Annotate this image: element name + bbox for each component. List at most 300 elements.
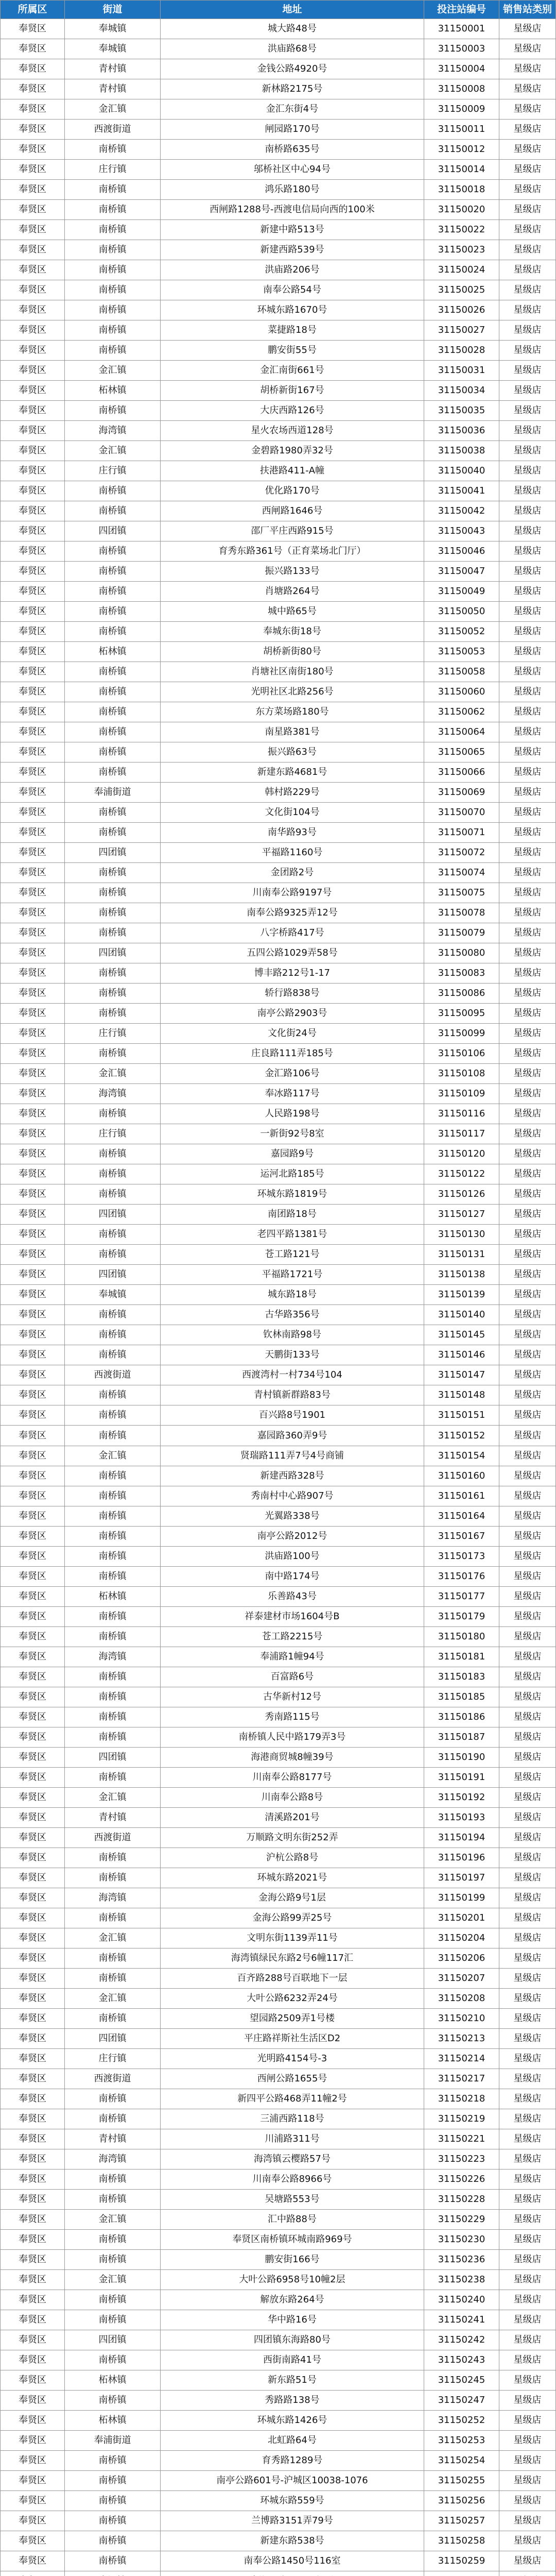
cell-station-type: 星级店 <box>499 2210 556 2230</box>
cell-station-type: 星级店 <box>499 381 556 401</box>
cell-street: 南桥镇 <box>65 2230 161 2250</box>
cell-district: 奉贤区 <box>0 1928 65 1948</box>
cell-station-type: 星级店 <box>499 521 556 541</box>
cell-station-id: 31150259 <box>424 2551 499 2571</box>
cell-station-type: 星级店 <box>499 662 556 682</box>
cell-district: 奉贤区 <box>0 341 65 361</box>
cell-district: 奉贤区 <box>0 2089 65 2109</box>
table-row <box>0 1848 556 1868</box>
cell-station-type: 星级店 <box>499 1748 556 1768</box>
cell-street: 南桥镇 <box>65 1727 161 1748</box>
cell-address: 胡桥新街167号 <box>161 381 424 401</box>
cell-station-type: 星级店 <box>499 602 556 622</box>
cell-address: 西闸公路1655号 <box>161 2069 424 2089</box>
cell-station-type: 星级店 <box>499 883 556 903</box>
cell-station-id: 31150242 <box>424 2330 499 2350</box>
cell-district: 奉贤区 <box>0 1969 65 1989</box>
cell-address: 环城东路1819号 <box>161 1184 424 1205</box>
cell-district: 奉贤区 <box>0 160 65 180</box>
table-row <box>0 341 556 361</box>
table-row <box>0 2310 556 2330</box>
cell-station-type: 星级店 <box>499 1989 556 2009</box>
table-row <box>0 2109 556 2129</box>
cell-address: 苍工路2215号 <box>161 1627 424 1647</box>
cell-street: 西渡街道 <box>65 1828 161 1848</box>
cell-station-id: 31150219 <box>424 2109 499 2129</box>
cell-district: 奉贤区 <box>0 59 65 79</box>
cell-station-id: 31150106 <box>424 1044 499 1064</box>
cell-station-id: 31150066 <box>424 762 499 783</box>
cell-station-id: 31150018 <box>424 180 499 200</box>
cell-street: 青村镇 <box>65 1808 161 1828</box>
table-row <box>0 1144 556 1164</box>
cell-station-id: 31150079 <box>424 923 499 943</box>
table-row <box>0 481 556 501</box>
cell-station-type: 星级店 <box>499 120 556 140</box>
cell-street: 南桥镇 <box>65 562 161 582</box>
cell-address: 西闸路1646号 <box>161 501 424 521</box>
cell-address: 苍工路121号 <box>161 1245 424 1265</box>
cell-station-id: 31150186 <box>424 1707 499 1727</box>
cell-district <box>0 2571 65 2576</box>
cell-station-type: 星级店 <box>499 79 556 99</box>
cell-district: 奉贤区 <box>0 1426 65 1446</box>
table-row <box>0 1788 556 1808</box>
cell-street: 南桥镇 <box>65 2009 161 2029</box>
cell-address: 城东路18号 <box>161 1285 424 1305</box>
cell-district: 奉贤区 <box>0 1547 65 1567</box>
cell-station-id: 31150072 <box>424 843 499 863</box>
cell-district: 奉贤区 <box>0 300 65 320</box>
cell-district: 奉贤区 <box>0 783 65 803</box>
cell-station-id: 31150139 <box>424 1285 499 1305</box>
table-row <box>0 823 556 843</box>
cell-street: 南桥镇 <box>65 2551 161 2571</box>
cell-district: 奉贤区 <box>0 180 65 200</box>
cell-district: 奉贤区 <box>0 1506 65 1527</box>
cell-street: 庄行镇 <box>65 461 161 481</box>
cell-address: 光明社区北路256号 <box>161 682 424 702</box>
cell-station-id: 31150164 <box>424 1506 499 1527</box>
cell-station-type: 星级店 <box>499 2190 556 2210</box>
cell-station-id: 31150046 <box>424 541 499 562</box>
cell-district: 奉贤区 <box>0 1627 65 1647</box>
cell-street: 南桥镇 <box>65 180 161 200</box>
cell-station-id: 31150214 <box>424 2049 499 2069</box>
cell-station-id: 31150183 <box>424 1667 499 1687</box>
cell-station-type: 星级店 <box>499 803 556 823</box>
cell-street: 四团镇 <box>65 1205 161 1225</box>
cell-station-id <box>424 2571 499 2576</box>
cell-station-type: 星级店 <box>499 461 556 481</box>
cell-station-id: 31150069 <box>424 783 499 803</box>
cell-street: 金汇镇 <box>65 441 161 461</box>
cell-street: 南桥镇 <box>65 300 161 320</box>
cell-street: 金汇镇 <box>65 1446 161 1466</box>
cell-street: 南桥镇 <box>65 1868 161 1888</box>
cell-address: 大庆西路126号 <box>161 401 424 421</box>
table-row <box>0 1989 556 2009</box>
cell-station-id: 31150064 <box>424 722 499 742</box>
cell-street: 南桥镇 <box>65 2491 161 2511</box>
table-row <box>0 923 556 943</box>
cell-street: 南桥镇 <box>65 1607 161 1627</box>
cell-station-type: 星级店 <box>499 2471 556 2491</box>
cell-station-id: 31150160 <box>424 1466 499 1486</box>
cell-station-type: 星级店 <box>499 2531 556 2551</box>
cell-district: 奉贤区 <box>0 1345 65 1365</box>
cell-station-type: 星级店 <box>499 481 556 501</box>
cell-address: 新四平公路468弄11幢2号 <box>161 2089 424 2109</box>
cell-district: 奉贤区 <box>0 762 65 783</box>
table-row <box>0 1466 556 1486</box>
cell-district: 奉贤区 <box>0 200 65 220</box>
cell-station-id: 31150023 <box>424 240 499 260</box>
cell-street: 南桥镇 <box>65 2531 161 2551</box>
cell-station-type: 星级店 <box>499 341 556 361</box>
cell-district: 奉贤区 <box>0 361 65 381</box>
cell-station-id: 31150146 <box>424 1345 499 1365</box>
table-row <box>0 783 556 803</box>
cell-station-id: 31150034 <box>424 381 499 401</box>
cell-street: 南桥镇 <box>65 1345 161 1365</box>
cell-station-type: 星级店 <box>499 1868 556 1888</box>
cell-street: 海湾镇 <box>65 1084 161 1104</box>
cell-district: 奉贤区 <box>0 803 65 823</box>
cell-address: 海湾镇云樱路57号 <box>161 2149 424 2170</box>
cell-street: 南桥镇 <box>65 662 161 682</box>
table-row <box>0 1385 556 1405</box>
cell-address: 博丰路212号1-17 <box>161 963 424 984</box>
cell-street: 南桥镇 <box>65 200 161 220</box>
cell-station-type: 星级店 <box>499 1064 556 1084</box>
header-district: 所属区 <box>0 0 65 19</box>
cell-station-id: 31150120 <box>424 1144 499 1164</box>
table-row <box>0 702 556 722</box>
cell-station-type: 星级店 <box>499 1627 556 1647</box>
cell-address: 城中路65号 <box>161 602 424 622</box>
cell-station-type: 星级店 <box>499 2330 556 2350</box>
cell-station-id: 31150009 <box>424 99 499 120</box>
table-row <box>0 1687 556 1707</box>
cell-station-id: 31150240 <box>424 2290 499 2310</box>
cell-district: 奉贤区 <box>0 2149 65 2170</box>
cell-address: 西闸路1288号-西渡电信局向西的100米 <box>161 200 424 220</box>
cell-station-type: 星级店 <box>499 2029 556 2049</box>
cell-station-id: 31150243 <box>424 2350 499 2370</box>
cell-station-id: 31150238 <box>424 2270 499 2290</box>
cell-station-id: 31150193 <box>424 1808 499 1828</box>
cell-street: 柘林镇 <box>65 2370 161 2391</box>
table-row <box>0 1426 556 1446</box>
cell-street: 奉浦街道 <box>65 2431 161 2451</box>
table-row <box>0 1948 556 1969</box>
table-row <box>0 2471 556 2491</box>
cell-district: 奉贤区 <box>0 381 65 401</box>
cell-station-type: 星级店 <box>499 722 556 742</box>
cell-station-type: 星级店 <box>499 2250 556 2270</box>
cell-address: 金汇路106号 <box>161 1064 424 1084</box>
table-row <box>0 682 556 702</box>
table-row <box>0 1044 556 1064</box>
cell-address: 金汇南街661号 <box>161 361 424 381</box>
cell-station-id: 31150062 <box>424 702 499 722</box>
cell-street: 南桥镇 <box>65 582 161 602</box>
cell-street: 南桥镇 <box>65 2089 161 2109</box>
table-row <box>0 883 556 903</box>
cell-address: 洪庙路100号 <box>161 1547 424 1567</box>
table-row <box>0 1667 556 1687</box>
cell-station-type: 星级店 <box>499 1547 556 1567</box>
cell-district: 奉贤区 <box>0 1285 65 1305</box>
cell-street: 南桥镇 <box>65 1466 161 1486</box>
cell-address: 天鹏街133号 <box>161 1345 424 1365</box>
cell-address: 邬桥社区中心94号 <box>161 160 424 180</box>
cell-address: 光明路4154号-3 <box>161 2049 424 2069</box>
cell-station-id: 31150218 <box>424 2089 499 2109</box>
cell-station-id: 31150199 <box>424 1888 499 1908</box>
cell-street: 南桥镇 <box>65 1707 161 1727</box>
cell-station-type: 星级店 <box>499 1908 556 1928</box>
cell-station-id: 31150217 <box>424 2069 499 2089</box>
cell-street: 南桥镇 <box>65 1385 161 1405</box>
cell-district: 奉贤区 <box>0 2049 65 2069</box>
table-row <box>0 1345 556 1365</box>
table-row <box>0 803 556 823</box>
cell-address: 育秀路1289号 <box>161 2451 424 2471</box>
cell-district: 奉贤区 <box>0 1888 65 1908</box>
table-row <box>0 2431 556 2451</box>
cell-station-type: 星级店 <box>499 1466 556 1486</box>
cell-station-id: 31150131 <box>424 1245 499 1265</box>
cell-district: 奉贤区 <box>0 1647 65 1667</box>
cell-district: 奉贤区 <box>0 1064 65 1084</box>
cell-station-id: 31150109 <box>424 1084 499 1104</box>
cell-station-id: 31150065 <box>424 742 499 762</box>
table-row <box>0 220 556 240</box>
cell-street: 奉城镇 <box>65 39 161 59</box>
cell-address: 新建东路538号 <box>161 2531 424 2551</box>
cell-station-type: 星级店 <box>499 260 556 280</box>
cell-station-type: 星级店 <box>499 2491 556 2511</box>
cell-street: 西渡街道 <box>65 2069 161 2089</box>
cell-address: 汇中路88号 <box>161 2210 424 2230</box>
cell-district: 奉贤区 <box>0 2491 65 2511</box>
cell-station-type: 星级店 <box>499 200 556 220</box>
cell-district: 奉贤区 <box>0 662 65 682</box>
cell-address: 平福路1721号 <box>161 1265 424 1285</box>
cell-district: 奉贤区 <box>0 2109 65 2129</box>
table-row <box>0 1365 556 1385</box>
cell-district: 奉贤区 <box>0 1305 65 1325</box>
cell-station-type: 星级店 <box>499 1848 556 1868</box>
cell-district: 奉贤区 <box>0 2471 65 2491</box>
cell-district: 奉贤区 <box>0 2551 65 2571</box>
cell-station-id: 31150126 <box>424 1184 499 1205</box>
cell-station-id: 31150040 <box>424 461 499 481</box>
cell-address: 南桥路635号 <box>161 140 424 160</box>
cell-address: 邵厂平庄西路915号 <box>161 521 424 541</box>
cell-station-type: 星级店 <box>499 762 556 783</box>
cell-station-id: 31150196 <box>424 1848 499 1868</box>
cell-station-type: 星级店 <box>499 562 556 582</box>
cell-street: 金汇镇 <box>65 2210 161 2230</box>
cell-station-type: 星级店 <box>499 863 556 883</box>
table-row <box>0 1265 556 1285</box>
table-row <box>0 1567 556 1587</box>
cell-street: 庄行镇 <box>65 1024 161 1044</box>
cell-station-type: 星级店 <box>499 1365 556 1385</box>
table-row <box>0 2190 556 2210</box>
cell-district: 奉贤区 <box>0 2190 65 2210</box>
cell-street: 四团镇 <box>65 2029 161 2049</box>
cell-district: 奉贤区 <box>0 2391 65 2411</box>
cell-district: 奉贤区 <box>0 1989 65 2009</box>
cell-district: 奉贤区 <box>0 1607 65 1627</box>
cell-district: 奉贤区 <box>0 1908 65 1928</box>
table-row <box>0 2009 556 2029</box>
cell-station-id: 31150038 <box>424 441 499 461</box>
cell-station-type: 星级店 <box>499 2069 556 2089</box>
cell-district: 奉贤区 <box>0 943 65 963</box>
table-row <box>0 1547 556 1567</box>
cell-district: 奉贤区 <box>0 2230 65 2250</box>
table-row <box>0 2049 556 2069</box>
cell-street: 南桥镇 <box>65 1426 161 1446</box>
cell-station-id: 31150071 <box>424 823 499 843</box>
cell-district: 奉贤区 <box>0 702 65 722</box>
cell-address: 华中路16号 <box>161 2310 424 2330</box>
cell-station-id: 31150001 <box>424 19 499 39</box>
cell-station-id: 31150257 <box>424 2511 499 2531</box>
cell-district: 奉贤区 <box>0 120 65 140</box>
cell-address: 金海公路9号1层 <box>161 1888 424 1908</box>
cell-district: 奉贤区 <box>0 1446 65 1466</box>
cell-station-type: 星级店 <box>499 2310 556 2330</box>
cell-station-type: 星级店 <box>499 1527 556 1547</box>
cell-station-id: 31150197 <box>424 1868 499 1888</box>
cell-address: 环城东路1670号 <box>161 300 424 320</box>
table-row <box>0 461 556 481</box>
cell-address: 环城东路2021号 <box>161 1868 424 1888</box>
cell-street: 南桥镇 <box>65 2511 161 2531</box>
cell-district: 奉贤区 <box>0 2069 65 2089</box>
cell-street: 南桥镇 <box>65 2310 161 2330</box>
cell-district: 奉贤区 <box>0 562 65 582</box>
cell-station-id: 31150058 <box>424 662 499 682</box>
cell-station-type <box>499 2571 556 2576</box>
table-row <box>0 39 556 59</box>
table-row <box>0 59 556 79</box>
cell-station-type: 星级店 <box>499 39 556 59</box>
cell-station-id: 31150070 <box>424 803 499 823</box>
table-row <box>0 742 556 762</box>
cell-station-type: 星级店 <box>499 240 556 260</box>
table-row <box>0 903 556 923</box>
table-row <box>0 1285 556 1305</box>
cell-station-type: 星级店 <box>499 1486 556 1506</box>
table-row <box>0 1828 556 1848</box>
cell-station-id: 31150047 <box>424 562 499 582</box>
cell-station-type: 星级店 <box>499 1044 556 1064</box>
cell-district: 奉贤区 <box>0 1948 65 1969</box>
cell-station-type: 星级店 <box>499 2149 556 2170</box>
cell-station-type: 星级店 <box>499 1567 556 1587</box>
cell-street: 南桥镇 <box>65 823 161 843</box>
cell-station-id: 31150117 <box>424 1124 499 1144</box>
cell-station-type: 星级店 <box>499 2290 556 2310</box>
table-row <box>0 622 556 642</box>
table-row <box>0 1104 556 1124</box>
table-row <box>0 240 556 260</box>
cell-station-type: 星级店 <box>499 2511 556 2531</box>
cell-street: 青村镇 <box>65 2129 161 2149</box>
cell-station-id: 31150154 <box>424 1446 499 1466</box>
cell-street: 南桥镇 <box>65 702 161 722</box>
cell-station-id: 31150194 <box>424 1828 499 1848</box>
cell-street: 南桥镇 <box>65 1004 161 1024</box>
cell-district: 奉贤区 <box>0 2250 65 2270</box>
cell-address: 肖塘路264号 <box>161 582 424 602</box>
table-row <box>0 140 556 160</box>
cell-address: 沪杭公路8号 <box>161 1848 424 1868</box>
cell-station-type: 星级店 <box>499 59 556 79</box>
cell-street: 南桥镇 <box>65 762 161 783</box>
cell-station-id: 31150012 <box>424 140 499 160</box>
table-row <box>0 2129 556 2149</box>
table-row <box>0 300 556 320</box>
table-row <box>0 2511 556 2531</box>
cell-district: 奉贤区 <box>0 984 65 1004</box>
cell-street: 南桥镇 <box>65 481 161 501</box>
cell-district: 奉贤区 <box>0 2270 65 2290</box>
cell-address: 川南奉公路8966号 <box>161 2170 424 2190</box>
cell-street: 四团镇 <box>65 1748 161 1768</box>
cell-street: 四团镇 <box>65 1265 161 1285</box>
table-row <box>0 2391 556 2411</box>
cell-district: 奉贤区 <box>0 2370 65 2391</box>
cell-station-type: 星级店 <box>499 622 556 642</box>
cell-street: 海湾镇 <box>65 1888 161 1908</box>
table-row <box>0 2069 556 2089</box>
table-row <box>0 963 556 984</box>
cell-station-id: 31150116 <box>424 1104 499 1124</box>
cell-street: 金汇镇 <box>65 1989 161 2009</box>
cell-station-type: 星级店 <box>499 1405 556 1426</box>
cell-station-type: 星级店 <box>499 280 556 300</box>
cell-address: 鹏安街166号 <box>161 2250 424 2270</box>
cell-street: 南桥镇 <box>65 622 161 642</box>
cell-address: 青村镇新群路83号 <box>161 1385 424 1405</box>
cell-district: 奉贤区 <box>0 602 65 622</box>
table-row <box>0 2491 556 2511</box>
cell-station-id: 31150074 <box>424 863 499 883</box>
cell-station-id: 31150140 <box>424 1305 499 1325</box>
table-row <box>0 1245 556 1265</box>
table-row <box>0 361 556 381</box>
table-row <box>0 421 556 441</box>
cell-street: 南桥镇 <box>65 1848 161 1868</box>
cell-address: 新建中路513号 <box>161 220 424 240</box>
cell-station-id: 31150026 <box>424 300 499 320</box>
cell-station-type: 星级店 <box>499 943 556 963</box>
cell-station-id: 31150003 <box>424 39 499 59</box>
cell-district: 奉贤区 <box>0 1868 65 1888</box>
cell-station-type: 星级店 <box>499 140 556 160</box>
cell-address: 光翼路338号 <box>161 1506 424 1527</box>
cell-street: 西渡街道 <box>65 1365 161 1385</box>
cell-address: 百兴路8号1901 <box>161 1405 424 1426</box>
